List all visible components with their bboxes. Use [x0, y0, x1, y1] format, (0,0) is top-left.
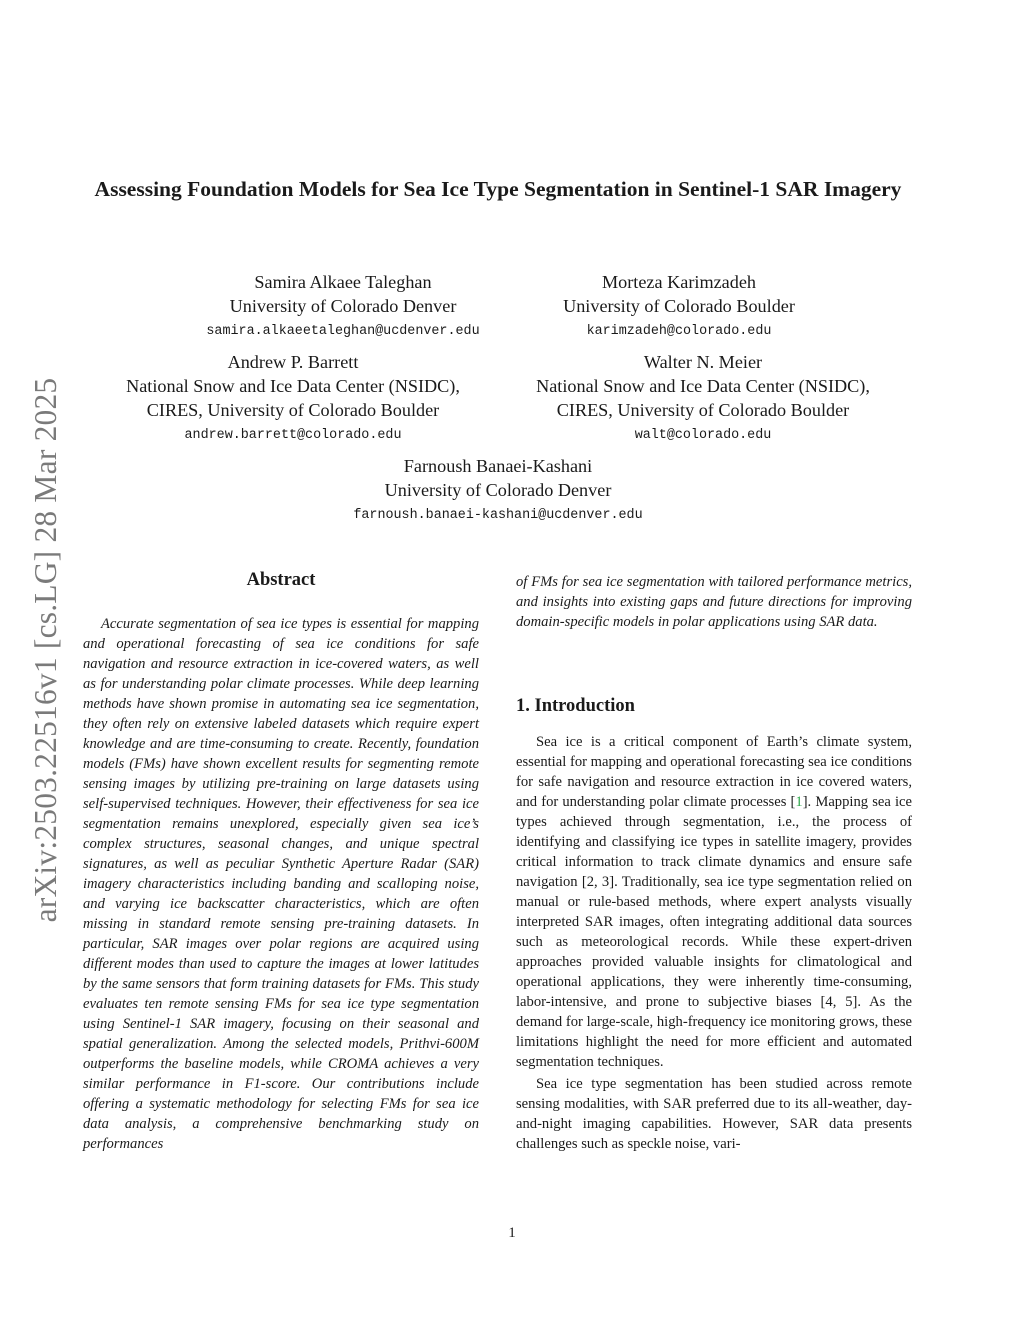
- author-affiliation: University of Colorado Denver: [229, 296, 457, 316]
- author-affiliation: CIRES, University of Colorado Boulder: [146, 400, 440, 420]
- author-name: Morteza Karimzadeh: [601, 272, 756, 292]
- abstract-heading: Abstract: [246, 570, 316, 590]
- page-number: 1: [508, 1225, 516, 1241]
- author-name: Walter N. Meier: [643, 352, 763, 372]
- author-email[interactable]: farnoush.banaei-kashani@ucdenver.edu: [353, 508, 643, 523]
- author-2: [504, 270, 854, 340]
- author-3: [88, 350, 498, 444]
- introduction-paragraph-1: [516, 732, 912, 1072]
- paragraph-text: ]. Mapping sea ice types achieved through segmentation, i.e., the process of identifying and classifying ice types in satellite imagery, provides critical information to track climate dynamics and ensure safe navigation [2, 3]. Traditionally, sea ice type segmentation relied on manual or rule-based methods, where expert analysts visually interpreted SAR images, often integrating additional data sources such as meteorological records. While these expert-driven approaches provided valuable insights for climatological and operational applications, they were inherently time-consuming, labor-intensive, and prone to subjective biases [4, 5]. As the demand for large-scale, high-frequency ice monitoring grows, these limitations highlight the need for more efficient and automated segmentation techniques.: [516, 794, 912, 1070]
- author-name: Andrew P. Barrett: [227, 352, 359, 372]
- introduction-heading: 1. Introduction: [516, 696, 635, 716]
- introduction-body: [516, 732, 912, 1154]
- abstract-continuation: of FMs for sea ice segmentation with tailored performance metrics, and insights into existing gaps and future directions for improving domain-specific models in polar applications using SAR data.: [516, 574, 912, 630]
- author-name: Farnoush Banaei-Kashani: [403, 456, 593, 476]
- citation-link[interactable]: 1: [795, 794, 803, 810]
- abstract-body: Accurate segmentation of sea ice types is essential for mapping and operational forecasting of sea ice conditions for safe navigation and resource extraction in ice-covered waters, as well as for understanding polar climate processes. While deep learning methods have shown promise in automating sea ice segmentation, they often rely on extensive labeled datasets which require expert knowledge and are time-consuming to create. Recently, foundation models (FMs) have shown excellent results for segmenting remote sensing images by utilizing pre-training on large datasets using self-supervised techniques. However, their effectiveness for sea ice segmentation remains unexplored, especially given sea ice’s complex structures, seasonal changes, and unique spectral signatures, as well as peculiar Synthetic Aperture Radar (SAR) imagery characteristics including banding and scalloping noise, and varying ice backscatter characteristics, which are often missing in standard remote sensing pre-training datasets. In particular, SAR images over polar regions are acquired using different modes than used to capture the images at lower latitudes by the same sensors that form training datasets for FMs. This study evaluates ten remote sensing FMs for sea ice type segmentation using Sentinel-1 SAR imagery, focusing on their seasonal and spatial generalization. Among the selected models, Prithvi-600M outperforms the baseline models, while CROMA achieves a very similar performance in F1-score. Our contributions include offering a systematic methodology for selecting FMs for sea ice data analysis, a comprehensive benchmarking study on performances: [83, 616, 479, 1152]
- author-affiliation: University of Colorado Boulder: [563, 296, 795, 316]
- author-affiliation: National Snow and Ice Data Center (NSIDC),: [126, 376, 460, 396]
- author-affiliation: National Snow and Ice Data Center (NSIDC),: [536, 376, 870, 396]
- author-email[interactable]: samira.alkaeetaleghan@ucdenver.edu: [206, 324, 480, 339]
- author-5: [298, 454, 698, 524]
- author-name: Samira Alkaee Taleghan: [254, 272, 432, 292]
- author-email[interactable]: karimzadeh@colorado.edu: [586, 324, 772, 339]
- author-email[interactable]: walt@colorado.edu: [634, 428, 772, 443]
- paragraph-text: Sea ice is a critical component of Earth’s climate system, essential for mapping and operational forecasting sea ice conditions for safe navigation and resource extraction in ice covered waters, and for understanding polar climate processes [: [516, 734, 912, 810]
- author-affiliation: University of Colorado Denver: [384, 480, 612, 500]
- introduction-paragraph-2: Sea ice type segmentation has been studied across remote sensing modalities, with SAR preferred due to its all-weather, day-and-night imaging capabilities. However, SAR data presents challenges such as speckle noise, vari-: [516, 1076, 912, 1152]
- author-1: [148, 270, 538, 340]
- author-4: [498, 350, 908, 444]
- author-email[interactable]: andrew.barrett@colorado.edu: [184, 428, 402, 443]
- arxiv-identifier: arXiv:2503.22516v1 [cs.LG] 28 Mar 2025: [28, 377, 63, 923]
- paper-title: Assessing Foundation Models for Sea Ice Type Segmentation in Sentinel-1 SAR Imagery: [94, 177, 902, 201]
- author-affiliation: CIRES, University of Colorado Boulder: [556, 400, 850, 420]
